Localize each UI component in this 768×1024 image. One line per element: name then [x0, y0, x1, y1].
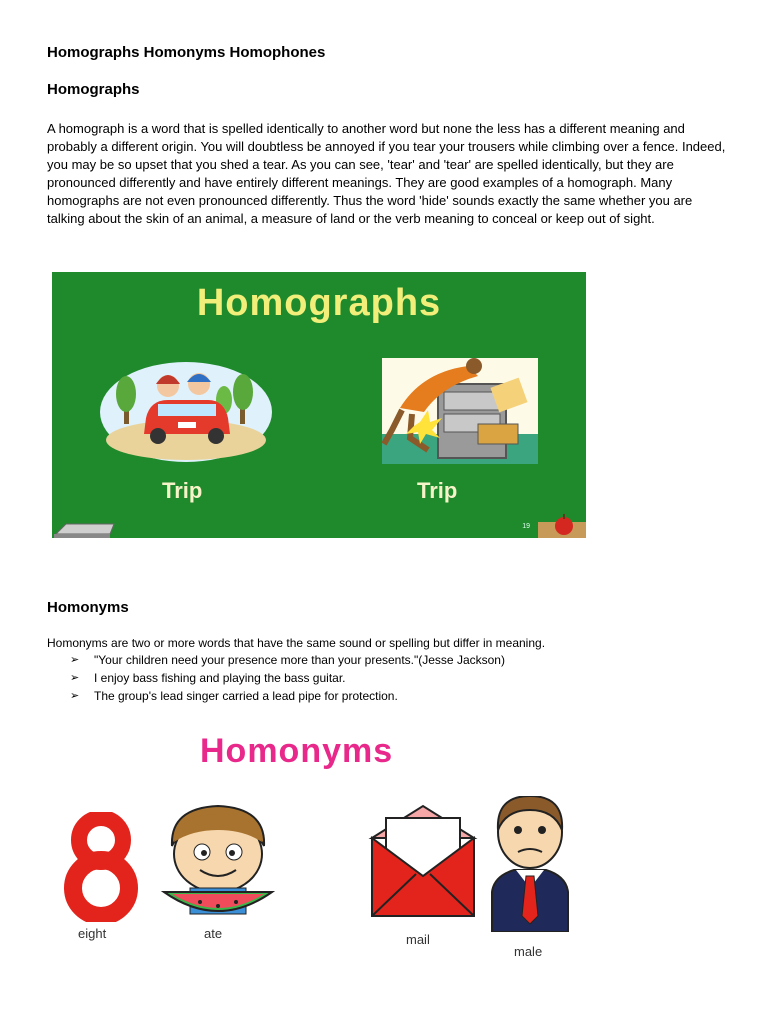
homonyms-examples-list — [70, 652, 505, 706]
list-item-text: The group's lead singer carried a lead pipe for protection. — [94, 689, 398, 703]
label-eight: eight — [78, 926, 107, 941]
list-item-text: "Your children need your presence more than your presents."(Jesse Jackson) — [94, 653, 505, 667]
slide-caption-right: Trip — [417, 478, 458, 503]
tripping-illustration — [382, 352, 542, 464]
businessman-male-illustration — [484, 796, 576, 932]
picture-title: Homonyms — [200, 732, 394, 770]
homographs-slide-image — [52, 272, 586, 538]
number-eight-illustration — [58, 812, 144, 922]
keyboard-icon — [52, 520, 116, 538]
label-mail: mail — [406, 932, 430, 947]
apple-icon — [538, 514, 586, 538]
homonyms-intro: Homonyms are two or more words that have the same sound or spelling but differ in meaning. — [47, 636, 546, 650]
list-item-text: I enjoy bass fishing and playing the bass guitar. — [94, 671, 346, 685]
bullet-arrow-icon: ➢ — [70, 672, 80, 684]
boy-eating-watermelon-illustration — [160, 802, 276, 922]
list-item — [70, 688, 505, 706]
homographs-heading: Homographs — [47, 81, 140, 98]
label-ate: ate — [204, 926, 223, 941]
list-item — [70, 652, 505, 670]
slide-title: Homographs — [196, 282, 442, 324]
bullet-arrow-icon: ➢ — [70, 690, 80, 702]
car-trip-illustration — [98, 360, 274, 464]
list-item — [70, 670, 505, 688]
slide-caption-left: Trip — [162, 478, 203, 503]
homonyms-picture — [52, 720, 592, 970]
document-title: Homographs Homonyms Homophones — [47, 44, 326, 61]
slide-page-number: 19 — [522, 523, 530, 530]
homographs-paragraph: A homograph is a word that is spelled identically to another word but none the less has a different meaning and probably a different origin. You will doubtless be annoyed if you tear your trousers while climbing over a fence. Indeed, you may be so upset that you shed a tear. As you can see, 'tear' and 'tear' are spelled identically, but they are pronounced differently and have entirely different meanings. They are good examples of a homograph. Many homographs are not even pronounced differently. Thus the word 'hide' sounds exactly the same whether you are talking about the skin of an animal, a measure of land or the verb meaning to conceal or keep out of sight. — [47, 121, 726, 226]
bullet-arrow-icon: ➢ — [70, 654, 80, 666]
envelope-mail-illustration — [368, 804, 478, 922]
label-male: male — [514, 944, 543, 959]
homonyms-heading: Homonyms — [47, 599, 129, 616]
